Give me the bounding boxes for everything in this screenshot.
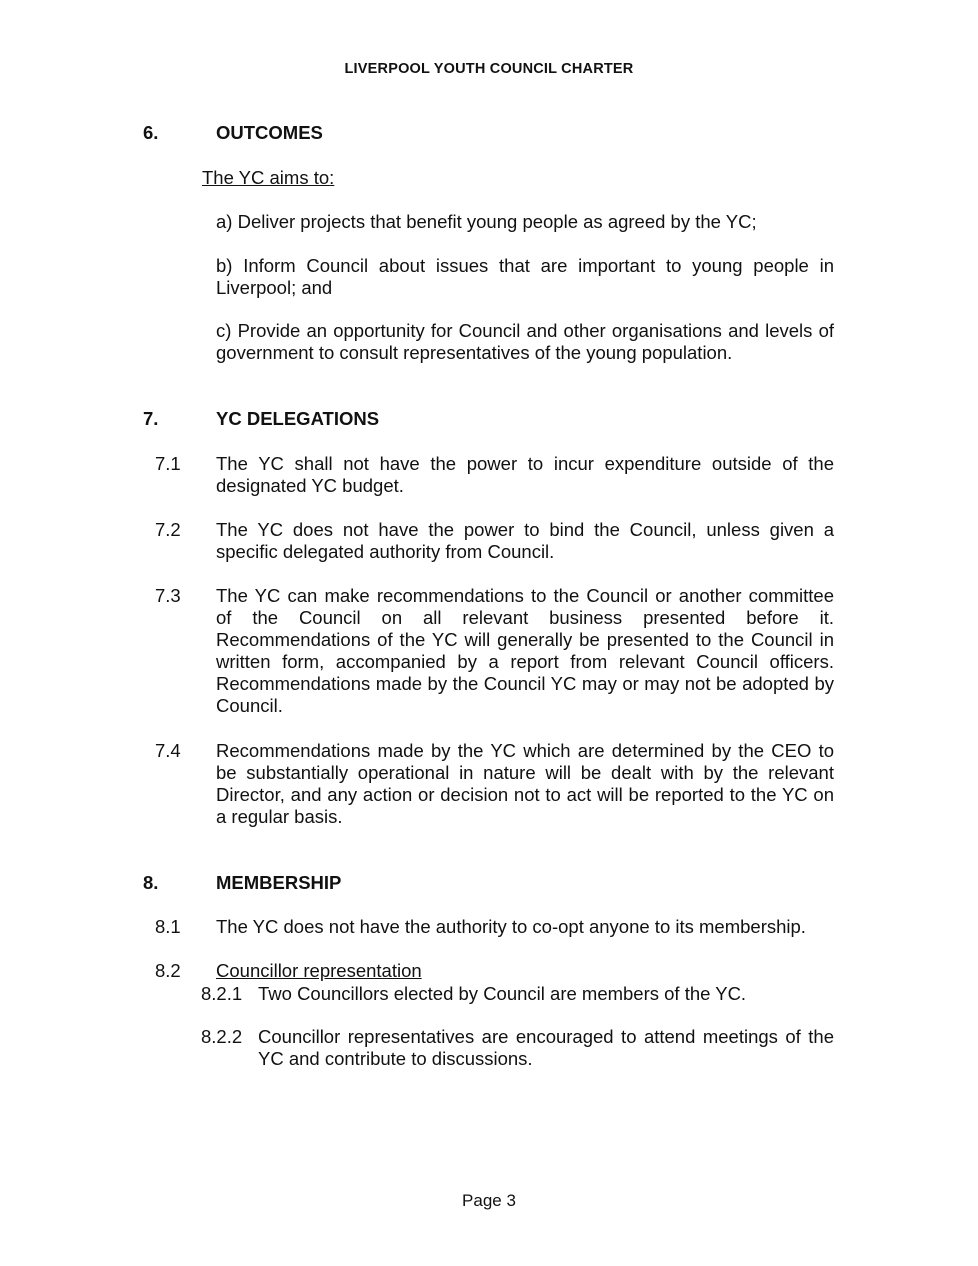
clause-7-4-text: Recommendations made by the YC which are determined by the CEO to be substantially operational in nature will be dealt with by the relevant Director, and any action or decision not to act will be reported to the YC on a regular basis. — [216, 740, 834, 827]
page-number: Page 3 — [462, 1191, 516, 1210]
section-8-number: 8. — [143, 872, 159, 893]
section-6-number: 6. — [143, 122, 159, 143]
section-8-title: MEMBERSHIP — [216, 872, 342, 893]
clause-8-2-1-text: Two Councillors elected by Council are members of the YC. — [258, 983, 747, 1004]
section-6-title: OUTCOMES — [216, 122, 323, 143]
section-6-intro: The YC aims to: — [202, 167, 335, 188]
clause-8-2-heading: Councillor representation — [216, 960, 422, 981]
document-header: LIVERPOOL YOUTH COUNCIL CHARTER — [344, 61, 634, 77]
clause-7-4-number: 7.4 — [155, 740, 181, 761]
outcome-item-c: c) Provide an opportunity for Council and other organisations and levels of government to consult representatives of the young population. — [216, 320, 834, 363]
clause-7-3-text: The YC can make recommendations to the Council or another committee of the Council on all relevant business presented before it. Recommendations of the YC will generally be presented to the Council in written form, accompanied by a report from relevant Council officers. Recommendations made by the Council YC may or may not be adopted by Council. — [216, 585, 834, 716]
clause-8-2-2-number: 8.2.2 — [201, 1026, 243, 1047]
outcome-item-b: b) Inform Council about issues that are important to young people in Liverpool; and — [216, 255, 834, 298]
clause-7-1-body: The YC shall not have the power to incur expenditure outside of the designated YC budget. — [216, 453, 834, 496]
clause-8-2-2-text: Councillor representatives are encouraged to attend meetings of the YC and contribute to discussions. — [258, 1026, 834, 1069]
section-7-number: 7. — [143, 408, 159, 429]
clause-7-1-number: 7.1 — [155, 453, 181, 474]
clause-7-1-text — [212, 453, 834, 497]
clause-7-2-text: The YC does not have the power to bind the Council, unless given a specific delegated authority from Council. — [216, 519, 834, 562]
clause-8-2-1-number: 8.2.1 — [201, 983, 243, 1004]
clause-8-1-number: 8.1 — [155, 916, 181, 937]
clause-8-1-text: The YC does not have the authority to co-opt anyone to its membership. — [216, 916, 806, 937]
clause-7-3-number: 7.3 — [155, 585, 181, 606]
clause-7-2-number: 7.2 — [155, 519, 181, 540]
section-7-title: YC DELEGATIONS — [216, 408, 380, 429]
outcome-item-a: a) Deliver projects that benefit young people as agreed by the YC; — [216, 211, 757, 232]
clause-8-2-number: 8.2 — [155, 960, 181, 981]
